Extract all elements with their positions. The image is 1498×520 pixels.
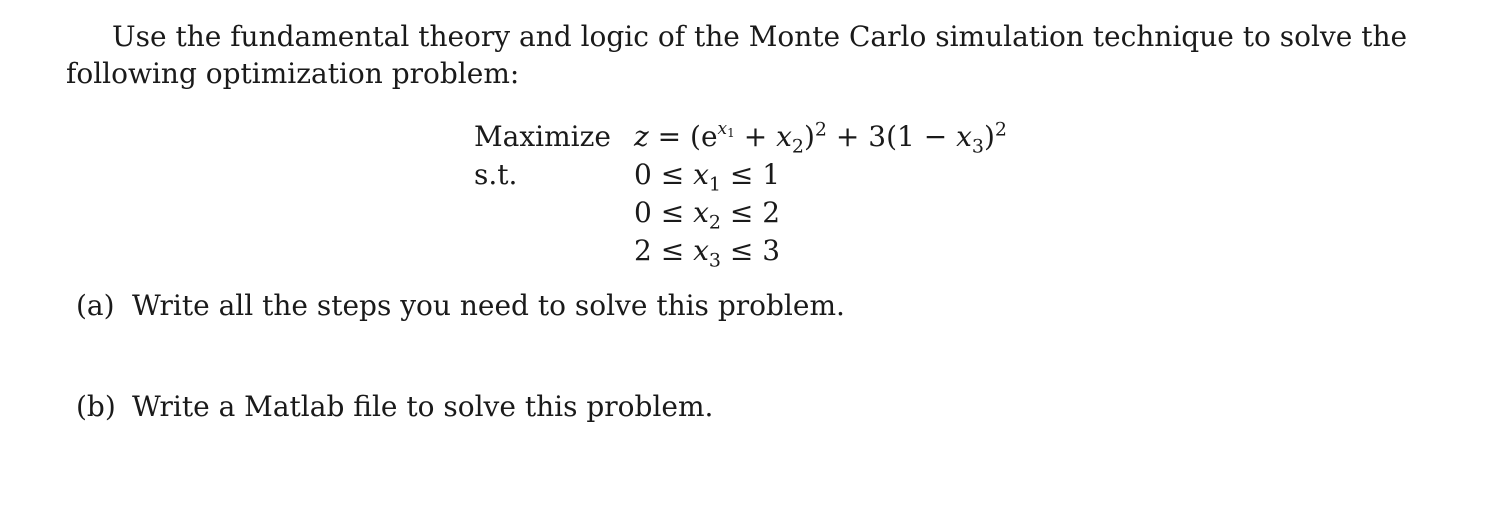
objective-pow2: 2 — [994, 118, 1007, 141]
constraint-expr — [634, 156, 780, 194]
constraint-var: x — [693, 158, 709, 191]
objective-x3-sub: 3 — [971, 135, 984, 158]
objective-eq: = — [657, 120, 682, 153]
objective-plus: + — [743, 120, 768, 153]
constraint-lower: 2 ≤ — [634, 234, 685, 267]
objective-pow1: 2 — [814, 118, 827, 141]
constraint-expr — [634, 194, 780, 232]
part-tag: (a) — [76, 289, 115, 322]
constraint-upper: ≤ 3 — [729, 234, 781, 267]
objective-open: (e — [690, 120, 718, 153]
objective-x3: x — [956, 120, 972, 153]
part-text: Write a Matlab file to solve this problem. — [132, 390, 714, 423]
constraint-lower: 0 ≤ — [634, 196, 685, 229]
objective-label: Maximize — [474, 120, 611, 153]
constraint-upper: ≤ 1 — [729, 158, 781, 191]
objective-x2-sub: 2 — [791, 135, 804, 158]
question-intro: Use the fundamental theory and logic of the Monte Carlo simulation technique to solve the following optimization problem: — [66, 20, 1408, 90]
constraint-var-sub: 3 — [708, 249, 721, 272]
constraint-upper: ≤ 2 — [729, 196, 781, 229]
constraint-var-sub: 1 — [708, 173, 721, 196]
exponent — [718, 119, 735, 139]
objective-close2: ) — [983, 120, 995, 153]
objective-x2: x — [776, 120, 792, 153]
constraint-var-sub: 2 — [708, 211, 721, 234]
part-a — [76, 287, 845, 325]
objective-lhs: z — [634, 120, 649, 153]
exponent-var: x — [717, 119, 728, 139]
part-tag: (b) — [76, 390, 116, 423]
part-text: Write all the steps you need to solve this problem. — [132, 289, 845, 322]
constraint-var: x — [693, 196, 709, 229]
constraints-label: s.t. — [474, 158, 518, 191]
exponent-sub: 1 — [727, 126, 735, 140]
objective-close1: ) — [803, 120, 815, 153]
objective-term2: + 3(1 − — [835, 120, 948, 153]
part-b — [76, 388, 713, 426]
constraint-expr — [634, 232, 780, 270]
objective-function — [634, 118, 1007, 156]
constraint-var: x — [693, 234, 709, 267]
constraint-lower: 0 ≤ — [634, 158, 685, 191]
